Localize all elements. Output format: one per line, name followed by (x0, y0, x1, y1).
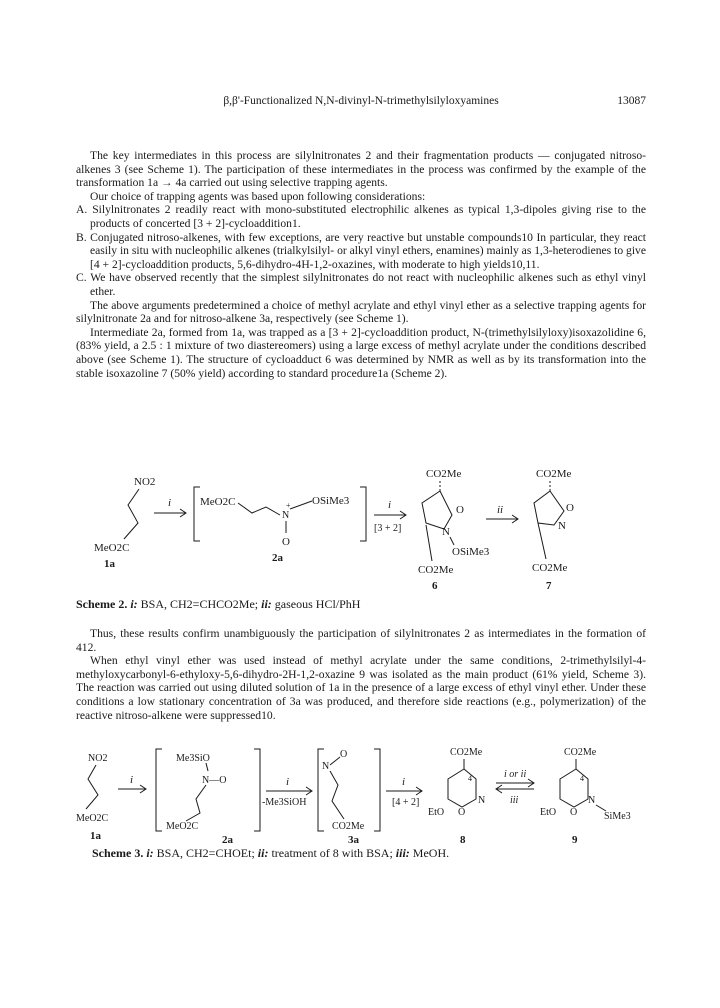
paragraph: Intermediate 2a, formed from 1a, was trapped as a [3 + 2]-cycloaddition product, N-(trimethylsilyloxy)isoxazolidine 6, (83% yield, a 2.5 : 1 mixture of two diastereomers) using a large excess of methyl acrylate under the conditions described above (see Scheme 1). The structure of cycloadduct 6 was determined by NMR as well as by its transformation into the stable isoxazoline 7 (50% yield) according to standard procedure1a (Scheme 2). (76, 325, 646, 380)
four-8-label: 4 (468, 774, 472, 783)
compound-1a-s3-label: 1a (90, 830, 101, 842)
body-text-top (76, 149, 646, 380)
scheme-3-caption-iii: iii: (395, 846, 410, 860)
s3-arrow-i2-label: i (286, 776, 290, 788)
n7-label: N (558, 520, 566, 532)
paragraph: The key intermediates in this process are silylnitronates 2 and their fragmentation products — conjugated nitroso-alkenes 3 (see Scheme 1). The participation of these intermediates in the process was confirmed by the example of the transformation 1a → 4a carried out using selective trapping agents. (76, 149, 646, 190)
meo2c-2a-label: MeO2C (200, 496, 236, 508)
scheme-2-caption-i-text: BSA, CH2=CHCO2Me; (140, 597, 259, 611)
scheme-2-caption (76, 597, 646, 612)
header-title: β,β'-Functionalized N,N-divinyl-N-trimethylsilyloxyamines (223, 95, 499, 107)
minus-me3sioh-label: -Me3SiOH (262, 797, 307, 808)
running-header (76, 95, 646, 111)
s3-arrow-i3-label: i (402, 776, 406, 788)
compound-2a-s3-label: 2a (222, 834, 233, 845)
me3sio-label: Me3SiO (176, 753, 210, 764)
compound-1a-label: 1a (104, 558, 115, 570)
n6-label: N (442, 526, 450, 538)
o8-label: O (458, 807, 466, 818)
n8-label: N (478, 795, 486, 806)
s3-arrow-i-label: i (130, 774, 134, 786)
paragraph: The above arguments predetermined a choice of methyl acrylate and ethyl vinyl ether as a selective trapping agents for silylnitronate 2a and for nitroso-alkene 3a, respectively (see Scheme 1). (76, 298, 646, 326)
list-item-c: C. We have observed recently that the simplest silylnitronates do not react with nucleophilic alkenes such as ethyl vinyl ether. (76, 271, 646, 298)
scheme-2-caption-i: i: (130, 597, 138, 611)
eto-9-label: EtO (540, 807, 557, 818)
eto-8-label: EtO (428, 807, 445, 818)
scheme-3-caption-i: i: (146, 846, 154, 860)
compound-9-label: 9 (572, 834, 578, 845)
scheme-3-caption-label: Scheme 3. (92, 846, 144, 860)
o6-label: O (456, 504, 464, 516)
co2me-3a-label: CO2Me (332, 821, 365, 832)
page-number: 13087 (617, 95, 646, 107)
scheme-2-caption-label: Scheme 2. (76, 597, 128, 611)
condition-32: [3 + 2] (374, 523, 402, 534)
list-item-b: B. Conjugated nitroso-alkenes, with few exceptions, are very reactive but unstable compounds10 In particular, they react easily in situ with nucleophilic alkenes (trialkylsilyl- or alkyl vinyl ethers, enamines) mainly as 1,3-heterodienes to give [4 + 2]-cycloaddition products, 5,6-dihydro-4H-1,2-oxazines, with moderate to high yields10,11. (76, 230, 646, 271)
osime3-6-label: OSiMe3 (452, 546, 490, 558)
o-minus-label: O (282, 536, 290, 548)
no2-label: NO2 (134, 476, 156, 488)
condition-42: [4 + 2] (392, 797, 420, 808)
compound-6-label: 6 (432, 580, 438, 592)
i-or-ii-label: i or ii (504, 769, 527, 780)
n-o-label: N—O (202, 775, 227, 786)
co2me-6-bot-label: CO2Me (418, 564, 454, 576)
iii-label: iii (510, 795, 519, 806)
list-item-a: A. Silylnitronates 2 readily react with mono-substituted electrophilic alkenes as typical 1,3-dipoles giving rise to the products of concerted [3 + 2]-cycloaddition1. (76, 203, 646, 230)
scheme-3-caption-i-text: BSA, CH2=CHOEt; (156, 846, 255, 860)
arrow-i-2-label: i (388, 499, 392, 511)
sime3-9-label: SiMe3 (604, 811, 631, 822)
n9-label: N (588, 795, 596, 806)
compound-8-label: 8 (460, 834, 466, 845)
o3a-label: O (340, 749, 348, 760)
four-9-label: 4 (580, 774, 584, 783)
scheme-2-graphic (76, 463, 646, 593)
paragraph: When ethyl vinyl ether was used instead of methyl acrylate under the same conditions, 2-trimethylsilyl-4-methyloxycarbonyl-6-ethyloxy-5,6-dihydro-2H-1,2-oxazine 9 was isolated as the main product (61% yield, Scheme 3). The reaction was carried out using diluted solution of 1a in the presence of a large excess of ethyl vinyl ether. Under these conditions a low stationary concentration of 3a was produced, and therefore side reactions (e.g., polymerization) of the reactive nitroso-alkene were suppressed10. (76, 654, 646, 722)
compound-7-label: 7 (546, 580, 552, 592)
arrow-i-label: i (168, 497, 172, 509)
paragraph: Thus, these results confirm unambiguously the participation of silylnitronates 2 as intermediates in the formation of 412. (76, 627, 646, 654)
n-plus-label: N (282, 510, 290, 521)
compound-3a-label: 3a (348, 834, 359, 845)
no2-s3-label: NO2 (88, 753, 108, 764)
scheme-3-caption-ii: ii: (257, 846, 269, 860)
scheme-3-caption-iii-text: MeOH. (412, 846, 450, 860)
meo2c-2a-s3-label: MeO2C (166, 821, 199, 832)
scheme-3-caption-ii-text: treatment of 8 with BSA; (271, 846, 393, 860)
compound-2a-label: 2a (272, 552, 283, 564)
osime3-2a-label: OSiMe3 (312, 495, 350, 507)
arrow-ii-label: ii (497, 504, 504, 516)
plus-label: + (286, 501, 291, 510)
scheme-3-graphic (76, 745, 646, 845)
co2me-6-top-label: CO2Me (426, 468, 462, 480)
o9-label: O (570, 807, 578, 818)
co2me-9-label: CO2Me (564, 747, 597, 758)
o7-label: O (566, 502, 574, 514)
co2me-8-label: CO2Me (450, 747, 483, 758)
scheme-2-caption-ii-text: gaseous HCl/PhH (274, 597, 361, 611)
body-text-bottom (76, 627, 646, 722)
meo2c-label: MeO2C (94, 542, 130, 554)
n3a-label: N (322, 761, 330, 772)
co2me-7-top-label: CO2Me (536, 468, 572, 480)
scheme-3-caption (92, 846, 646, 861)
co2me-7-bot-label: CO2Me (532, 562, 568, 574)
paragraph: Our choice of trapping agents was based upon following considerations: (90, 189, 426, 203)
meo2c-s3-label: MeO2C (76, 813, 109, 824)
scheme-2-caption-ii: ii: (261, 597, 272, 611)
